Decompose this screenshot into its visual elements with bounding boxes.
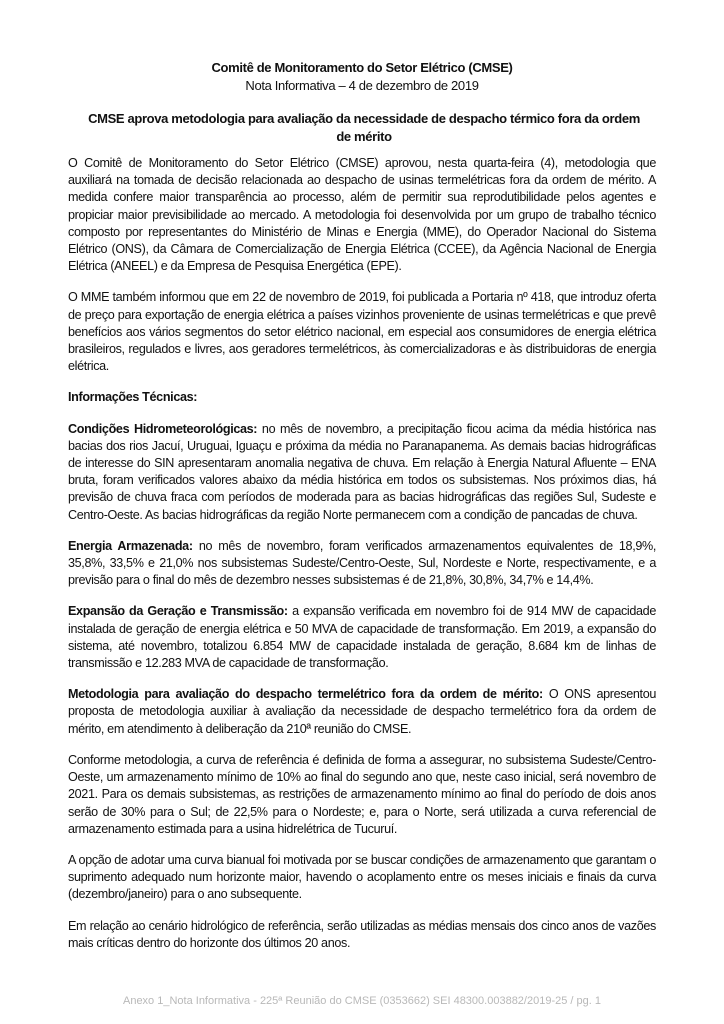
- item-label: Metodologia para avaliação do despacho termelétrico fora da ordem de mérito:: [68, 687, 543, 702]
- closing-paragraph: Em relação ao cenário hidrológico de referência, serão utilizadas as médias mensais dos cinco anos de vazões mais críticas dentro do horizonte dos últimos 20 anos.: [68, 918, 656, 950]
- tech-item-methodology: [68, 686, 656, 738]
- page-footer: Anexo 1_Nota Informativa - 225ª Reunião do CMSE (0353662) SEI 48300.003882/2019-25 / pg. 1: [122, 995, 601, 1007]
- item-text: no mês de novembro, a precipitação ficou acima da média histórica nas bacias dos rios Jacuí, Uruguai, Iguaçu e próxima da média no Paranapanema. As demais bacias hidrográficas de interesse do SIN apresentaram anomalia negativa de chuva. Em relação à Energia Natural Afluente – ENA bruta, foram verificados valores abaixo da média histórica em todos os subsistemas. Nos próximos dias, há previsão de chuva fraca com períodos de moderada para as bacias hidrográficas das regiões Sul, Sudeste e Centro-Oeste. As bacias hidrográficas da região Norte permanecem com a condição de pancadas de chuva.: [68, 421, 656, 522]
- section-heading: Informações Técnicas:: [68, 390, 198, 405]
- item-text: a expansão verificada em novembro foi de 914 MW de capacidade instalada de geração de energia elétrica e 50 MVA de capacidade de transformação. Em 2019, a expansão do sistema, até novembro, totalizou 6.854 MW de capacidade instalada de geração, 8.684 km de linhas de transmissão e 12.283 MVA de capacidade de transformação.: [68, 604, 656, 671]
- tech-item-expansion: [68, 603, 656, 672]
- document-title: CMSE aprova metodologia para avaliação da necessidade de despacho térmico fora da ordem de mérito: [88, 111, 640, 144]
- closing-paragraph: Conforme metodologia, a curva de referência é definida de forma a assegurar, no subsistema Sudeste/Centro-Oeste, um armazenamento mínimo de 10% ao final do segundo ano que, neste caso inicial, será novembro de 2021. Para os demais subsistemas, as restrições de armazenamento mínimo ao final do período de dois anos serão de 30% para o Sul; de 22,5% para o Nordeste; e, para o Norte, será utilizada a curva referencial de armazenamento estimada para a usina hidrelétrica de Tucuruí.: [68, 752, 656, 836]
- organization-name: Comitê de Monitoramento do Setor Elétrico (CMSE): [211, 60, 513, 75]
- closing-paragraph: A opção de adotar uma curva bianual foi motivada por se buscar condições de armazenamento que garantam o suprimento adequado num horizonte maior, havendo o acoplamento entre os meses iniciais e finais da curva (dezembro/janeiro) para o ano subsequente.: [68, 852, 656, 902]
- tech-item-storage: [68, 538, 656, 590]
- tech-item-hydro: [68, 421, 656, 524]
- document-body: [68, 155, 656, 966]
- item-text: O ONS apresentou proposta de metodologia auxiliar à avaliação da necessidade de despacho termelétrico fora da ordem de mérito, em atendimento à deliberação da 210ª reunião do CMSE.: [68, 687, 657, 736]
- intro-paragraph: O Comitê de Monitoramento do Setor Elétrico (CMSE) aprovou, nesta quarta-feira (4), metodologia que auxiliará na tomada de decisão relacionada ao despacho de usinas termelétricas fora da ordem de mérito. A medida confere maior transparência ao processo, além de permitir sua reprodutibilidade pelos agentes e propiciar maior previsibilidade ao mercado. A metodologia foi desenvolvida por um grupo de trabalho técnico composto por representantes do Ministério de Minas e Energia (MME), do Operador Nacional do Sistema Elétrico (ONS), da Câmara de Comercialização de Energia Elétrica (CCEE), da Agência Nacional de Energia Elétrica (ANEEL) e da Empresa de Pesquisa Energética (EPE).: [68, 156, 656, 274]
- intro-paragraph: O MME também informou que em 22 de novembro de 2019, foi publicada a Portaria nº 418, que introduz oferta de preço para exportação de energia elétrica a países vizinhos proveniente de usinas termelétricas e que prevê benefícios aos vários segmentos do setor elétrico nacional, em especial aos consumidores de energia elétrica brasileiros, regulados e livres, aos geradores termelétricos, às comercializadoras e às distribuidoras de energia elétrica.: [68, 290, 656, 374]
- document-header: [0, 59, 724, 95]
- item-label: Condições Hidrometeorológicas:: [68, 421, 258, 436]
- note-date-line: Nota Informativa – 4 de dezembro de 2019: [245, 78, 479, 93]
- item-text: no mês de novembro, foram verificados armazenamentos equivalentes de 18,9%, 35,8%, 33,5% e 21,0% nos subsistemas Sudeste/Centro-Oeste, Sul, Nordeste e Norte, respectivamente, e a previsão para o final do mês de dezembro nesses subsistemas é de 21,8%, 30,8%, 34,7% e 14,4%.: [68, 538, 656, 588]
- item-label: Energia Armazenada:: [68, 538, 193, 553]
- item-label: Expansão da Geração e Transmissão:: [68, 604, 288, 619]
